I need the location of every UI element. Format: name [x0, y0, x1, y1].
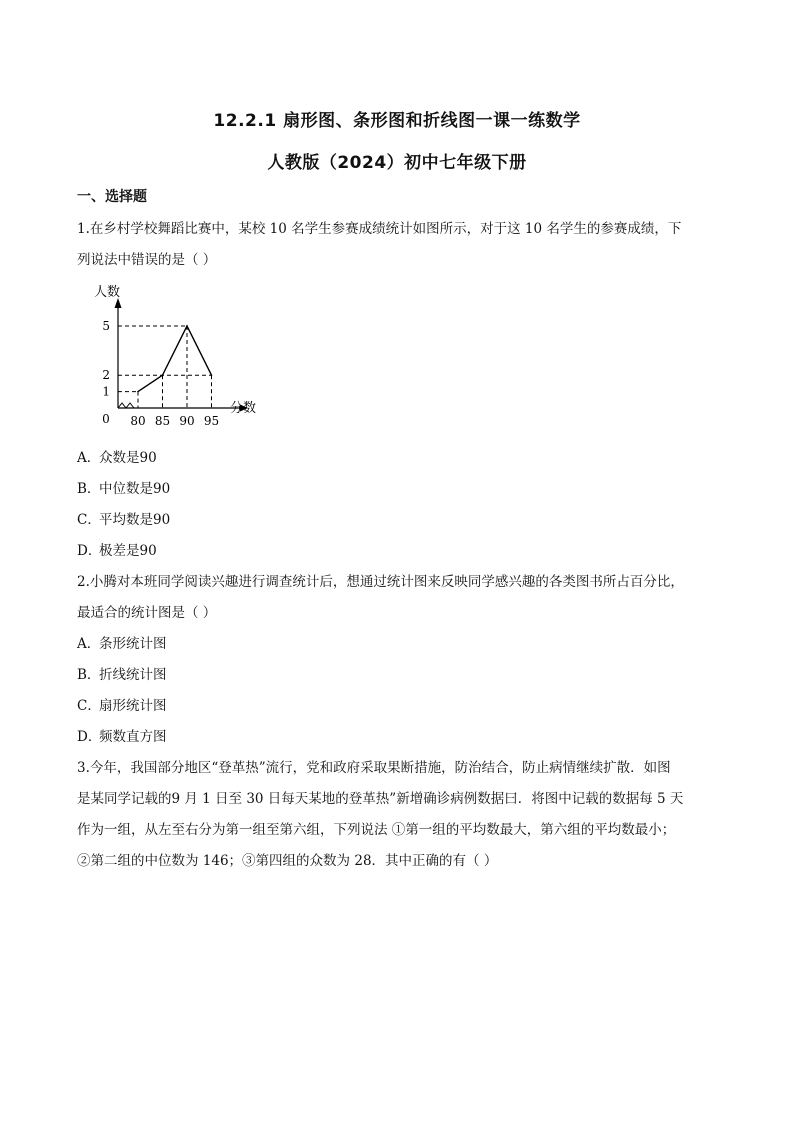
- x-tick-label: 80: [130, 414, 146, 428]
- document-title: 12.2.1 扇形图、条形图和折线图一课一练数学: [213, 111, 581, 131]
- y-tick-label: 1: [102, 384, 110, 399]
- q2-option-d[interactable]: [77, 725, 167, 745]
- option-letter: B．: [77, 667, 101, 683]
- q1-option-a[interactable]: [77, 446, 157, 466]
- option-text: 折线统计图: [99, 667, 167, 683]
- q3-text-line1: 3.今年，我国部分地区“登革热”流行，党和政府采取果断措施，防治结合，防止病情继续扩散．如图: [77, 760, 671, 776]
- q2-text-line2: 最适合的统计图是（ ）: [77, 605, 217, 621]
- q2-text-line1: 2.小腾对本班同学阅读兴趣进行调查统计后，想通过统计图来反映同学感兴趣的各类图书所占百分比，: [77, 574, 684, 590]
- q1-line-chart: [90, 280, 270, 430]
- q3-text-line3: 作为一组，从左至右分为第一组至第六组，下列说法 ①第一组的平均数最大，第六组的平均数最小；: [77, 822, 676, 838]
- option-text: 频数直方图: [99, 729, 167, 745]
- q2-option-a[interactable]: [77, 632, 167, 652]
- data-point: [211, 374, 213, 376]
- y-tick-label: 5: [102, 319, 110, 333]
- q3-text-line4: ②第二组的中位数为 146；③第四组的众数为 28．其中正确的有（ ）: [77, 853, 498, 869]
- section-heading: 一、选择题: [77, 189, 147, 205]
- option-letter: B．: [77, 481, 101, 497]
- option-letter: C．: [77, 512, 101, 528]
- y-tick-label: 2: [102, 368, 110, 383]
- q1-option-c[interactable]: [77, 508, 170, 528]
- data-point: [162, 374, 164, 376]
- axis-break: [118, 403, 134, 408]
- option-text: 众数是90: [99, 450, 157, 466]
- option-letter: D．: [77, 729, 102, 745]
- x-tick-label: 85: [154, 414, 171, 428]
- option-text: 极差是90: [99, 543, 157, 559]
- document-subtitle: 人教版（2024）初中七年级下册: [267, 153, 527, 173]
- option-letter: A．: [77, 636, 101, 652]
- x-tick-label: 90: [179, 414, 195, 428]
- q1-option-d[interactable]: [77, 539, 157, 559]
- y-axis-label: 人数: [94, 285, 121, 300]
- q2-option-b[interactable]: [77, 663, 167, 683]
- option-letter: A．: [77, 450, 101, 466]
- x-tick-label: 95: [203, 414, 220, 428]
- q1-text-line2: 列说法中错误的是（ ）: [77, 252, 217, 268]
- data-point: [137, 391, 139, 393]
- q1-text-line1: 1.在乡村学校舞蹈比赛中，某校 10 名学生参赛成绩统计如图所示，对于这 10 名学生的参赛成绩，下: [77, 221, 682, 237]
- q2-option-c[interactable]: [77, 694, 167, 714]
- option-text: 中位数是90: [99, 481, 171, 497]
- x-axis-label: 分数: [230, 401, 257, 416]
- q3-text-line2: 是某同学记载的9 月 1 日至 30 日每天某地的登革热”新增确诊病例数据曰．将图中记载的数据每 5 天: [77, 791, 684, 807]
- data-series-line: [138, 326, 212, 392]
- q1-option-b[interactable]: [77, 477, 170, 497]
- option-letter: C．: [77, 698, 101, 714]
- option-text: 条形统计图: [99, 636, 167, 652]
- option-text: 平均数是90: [99, 512, 171, 528]
- origin-label: 0: [102, 412, 110, 426]
- data-point: [186, 325, 188, 327]
- option-text: 扇形统计图: [99, 698, 167, 714]
- option-letter: D．: [77, 543, 102, 559]
